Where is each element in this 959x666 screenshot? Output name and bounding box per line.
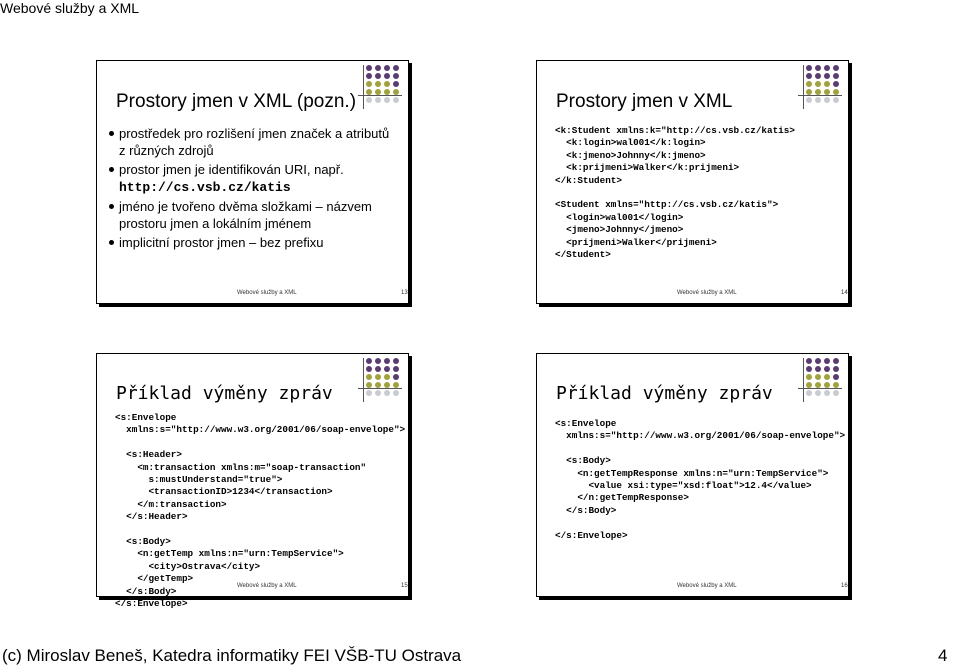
slide-decoration: [806, 65, 842, 109]
decoration-dot: [366, 374, 372, 380]
decoration-dot: [393, 374, 399, 380]
decoration-dot: [384, 358, 390, 364]
decoration-dot: [815, 358, 821, 364]
decoration-dot: [824, 358, 830, 364]
bullet-text: prostor jmen je identifikován URI, např.: [119, 162, 344, 177]
decoration-dot: [833, 97, 839, 103]
slide-number: 14: [841, 290, 848, 296]
decoration-dot: [375, 81, 381, 87]
decoration-dot: [833, 358, 839, 364]
decoration-dot: [833, 81, 839, 87]
bullet-item: [109, 161, 399, 196]
decoration-dot: [815, 374, 821, 380]
decoration-dot: [824, 73, 830, 79]
decoration-dot: [806, 374, 812, 380]
decoration-dot: [833, 374, 839, 380]
decoration-dot: [824, 65, 830, 71]
decoration-dot: [824, 89, 830, 95]
decoration-dot: [375, 366, 381, 372]
code-block: <s:Envelope xmlns:s="http://www.w3.org/2001/06/soap-envelope"> <s:Header> <m:transaction xmlns:m="soap-transaction" s:mustUnderstand="true"> <transactionID>1234</transaction> </m:transaction> </s:Header> <s:Body> <n:getTemp xmlns:n="urn:TempService"> <city>Ostrava</city> </getTemp> </s:Body> </s:Envelope>: [115, 412, 406, 610]
decoration-dot: [384, 382, 390, 388]
decoration-dot: [824, 97, 830, 103]
slide-title: Příklad výměny zpráv: [116, 383, 333, 404]
decoration-dot: [366, 358, 372, 364]
slide-title: Prostory jmen v XML (pozn.): [116, 91, 357, 112]
decoration-dot: [806, 358, 812, 364]
slide-number: 15: [401, 583, 408, 589]
code-block: <k:Student xmlns:k="http://cs.vsb.cz/katis> <k:login>wal001</k:login> <k:jmeno>Johnny</k:jmeno> <k:prijmeni>Walker</k:prijmeni> </k:Student> <Student xmlns="http://cs.vsb.cz/katis"> <login>wal001</login> <jmeno>Johnny</jmeno> <prijmeni>Walker</prijmeni> </Student>: [555, 125, 795, 261]
code-block: <s:Envelope xmlns:s="http://www.w3.org/2001/06/soap-envelope"> <s:Body> <n:getTempResponse xmlns:n="urn:TempService"> <value xsi:type="xsd:float">12.4</value> </n:getTempResponse> </s:Body> </s:Envelope>: [555, 418, 846, 541]
decoration-dot: [384, 374, 390, 380]
decoration-dot: [806, 390, 812, 396]
decoration-dot: [384, 390, 390, 396]
slide-footer-title: Webové služby a XML: [677, 290, 737, 296]
decoration-dot: [393, 390, 399, 396]
decoration-dot: [815, 89, 821, 95]
decoration-dot: [824, 390, 830, 396]
decoration-dot: [833, 382, 839, 388]
decoration-dot: [375, 89, 381, 95]
document-footer-credit: (c) Miroslav Beneš, Katedra informatiky FEI VŠB-TU Ostrava: [2, 646, 462, 665]
bullet-list: [109, 125, 399, 253]
bullet-item: implicitní prostor jmen – bez prefixu: [109, 234, 399, 251]
decoration-dot: [393, 97, 399, 103]
slide-title: Příklad výměny zpráv: [556, 383, 773, 404]
decoration-dot: [833, 390, 839, 396]
page-number: 4: [938, 646, 948, 665]
decoration-dot: [824, 81, 830, 87]
decoration-dot: [393, 382, 399, 388]
slide-title: Prostory jmen v XML: [556, 91, 733, 112]
decoration-dot: [366, 81, 372, 87]
slide-decoration: [366, 358, 402, 402]
slide-number: 13: [401, 290, 408, 296]
decoration-dot: [393, 358, 399, 364]
decoration-dot: [384, 65, 390, 71]
decoration-dot: [384, 73, 390, 79]
decoration-dot: [806, 382, 812, 388]
decoration-dot: [366, 73, 372, 79]
decoration-dot: [375, 65, 381, 71]
decoration-dot: [375, 358, 381, 364]
decoration-dot: [375, 382, 381, 388]
slide-decoration: [806, 358, 842, 402]
decoration-dot: [366, 366, 372, 372]
decoration-dot: [833, 65, 839, 71]
decoration-dot: [393, 366, 399, 372]
decoration-dot: [375, 97, 381, 103]
decoration-dot: [375, 374, 381, 380]
decoration-dot: [366, 382, 372, 388]
slide-footer-title: Webové služby a XML: [237, 583, 297, 589]
decoration-dot: [384, 366, 390, 372]
decoration-dot: [815, 97, 821, 103]
decoration-dot: [833, 89, 839, 95]
decoration-dot: [806, 81, 812, 87]
decoration-dot: [366, 97, 372, 103]
bullet-item: prostředek pro rozlišení jmen značek a atributů z různých zdrojů: [109, 125, 399, 159]
namespace-url: http://cs.vsb.cz/katis: [119, 180, 291, 195]
slide-16: [536, 353, 849, 597]
decoration-dot: [824, 374, 830, 380]
slide-footer-title: Webové služby a XML: [677, 583, 737, 589]
slide-number: 16: [841, 583, 848, 589]
document-header-title: Webové služby a XML: [0, 0, 140, 16]
decoration-dot: [366, 65, 372, 71]
slide-footer-title: Webové služby a XML: [237, 290, 297, 296]
decoration-dot: [806, 73, 812, 79]
decoration-dot: [375, 390, 381, 396]
decoration-dot: [393, 81, 399, 87]
decoration-dot: [375, 73, 381, 79]
decoration-dot: [815, 390, 821, 396]
decoration-dot: [824, 382, 830, 388]
decoration-dot: [815, 366, 821, 372]
decoration-dot: [815, 81, 821, 87]
decoration-dot: [393, 73, 399, 79]
decoration-dot: [806, 89, 812, 95]
decoration-dot: [833, 73, 839, 79]
slide-decoration: [366, 65, 402, 109]
slide-15: [96, 353, 409, 610]
decoration-dot: [366, 390, 372, 396]
decoration-dot: [806, 366, 812, 372]
decoration-dot: [833, 366, 839, 372]
decoration-dot: [815, 73, 821, 79]
decoration-dot: [393, 65, 399, 71]
decoration-dot: [384, 81, 390, 87]
decoration-dot: [393, 89, 399, 95]
decoration-dot: [384, 97, 390, 103]
slide-14: [536, 60, 849, 304]
slide-13: [96, 60, 409, 304]
decoration-dot: [815, 65, 821, 71]
decoration-dot: [366, 89, 372, 95]
decoration-dot: [384, 89, 390, 95]
decoration-dot: [824, 366, 830, 372]
decoration-dot: [806, 65, 812, 71]
bullet-item: jméno je tvořeno dvěma složkami – názvem prostoru jmen a lokálním jménem: [109, 198, 399, 232]
decoration-dot: [806, 97, 812, 103]
decoration-dot: [815, 382, 821, 388]
